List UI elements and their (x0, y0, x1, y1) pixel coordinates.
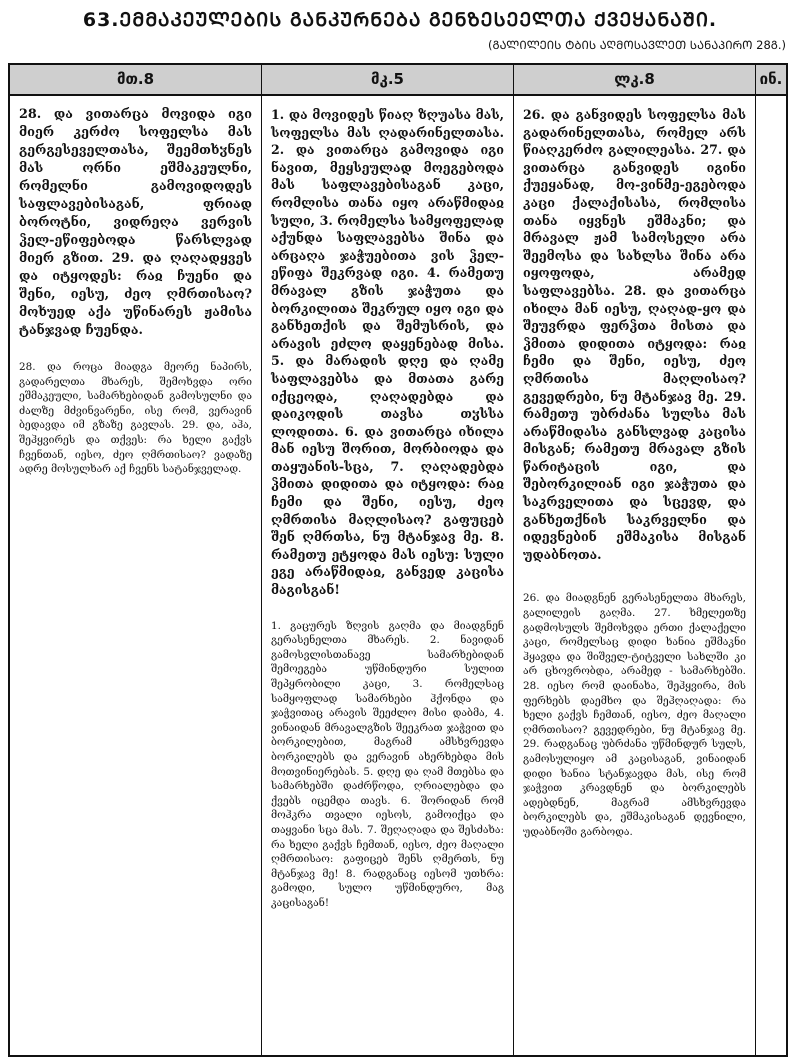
gospel-parallel-table (8, 63, 788, 1057)
old-georgian-text: 26. და განვიდეს სოფელსა მას გადარინელთასა, რომელ არს წიაღკერძო გალილეასა. 27. და ვითარცა განვიდეს იგინი ქუეყანად, მო-ვინმე-ეგებოდა კაცი ქალაქისასა, რომლისა თანა იყვნეს ეშმაკნი; და მრავალ ჟამ სამოსელი არა შეემოსა და სახლსა შინა არა იყოფოდა, არამედ საფლავებსა. 28. და ვითარცა იხილა მან იესუ, ღაღად-ყო და შეუვრდა ფერჴთა მისთა და ჴმითა დიდითა იტყოდა: რაჲ ჩემი და შენი, იესუ, ძეო ღმრთისა მაღლისაო? გევედრები, ნუ მტანჯავ მე. 29. რამეთუ უბრძანა სულსა მას არაწმიდასა განსლვად კაცისა მისგან; რამეთუ მრავალ გზის წარიტაცის იგი, და შებორკილიან იგი ჯაჭუთა და საკრველითა და სცევდ, და განხეთქნის საკრველნი და იდევნებინ ეშმაკისა მისგან უდაბნოთა. (523, 107, 746, 562)
column-body (756, 96, 786, 106)
page-subtitle: (ᲒᲐᲚᲘᲚᲔᲘᲡ ᲢᲑᲘᲡ ᲐᲦᲛᲝᲡᲐᲕᲚᲔᲗ ᲡᲐᲜᲐᲞᲘᲠᲝ 28Გ.) (488, 38, 786, 52)
column-mark (262, 65, 514, 1055)
modern-georgian-text: 26. და მიადგნენ გერასენელთა მხარეს, გალილეის გაღმა. 27. ხმელეთზე გადმოსულს შემოხვდა ერთი ქალაქელი კაცი, რომელსაც დიდი ხანია ეშმაკნი ჰყავდა და შიშველ-ტიტველი სახლში კი არ ცხოვრობდა, არამედ - სამარხებში. 28. იესო რომ დაინახა, შეჰყვირა, მის ფერხებს დაემხო და შეჰღაღადა: რა ხელი გაქვს ჩემთან, იესო, ძეო მაღალი ღმრთისაო? გევედრები, ნუ მტანჯავ მე. 29. რადგანაც უბრძანა უწმინდურ სულს, გამოსულიყო ამ კაცისაგან, ვინაიდან დიდი ხანია სტანჯავდა მას, ისე რომ ჯაჭვით კრავდნენ და ბორკილებს ადებდნენ, მაგრამ ამსხვრევდა ბორკილებს და, ეშმაკისაგან დევნილი, უდაბნოში გარბოდა. (523, 592, 746, 838)
column-header: მკ.5 (262, 65, 513, 96)
modern-georgian-text: 1. გაცურეს ზღვის გაღმა და მიადგნენ გერასენელთა მხარეს. 2. ნავიდან გამოსვლისთანავე სამარხებიდან შემოეგება უწმინდური სულით შეპყრობილი კაცი, 3. რომელსაც სამყოფლად სამარხები ჰქონდა და ჯაჭვითაც არავის შეეძლო მისი დაბმა, 4. ვინაიდან მრავალგზის შეეკრათ ჯაჭვით და ბორკილებით, მაგრამ ამსხვრევდა ბორკილებს და ვერავინ ახერხებდა მის მოთვინიერებას. 5. დღე და ღამ მთებსა და სამარხებში დაძრწოდა, ღრიალებდა და ქვებს იცემდა თავს. 6. შორიდან რომ მოჰკრა თვალი იესოს, გამოიქცა და თაყვანი სცა მას. 7. შეღაღადა და შესძახა: რა ხელი გაქვს ჩემთან, იესო, ძეო მაღალი ღმრთისაო: გაფიცებ შენს ღმერთს, ნუ მტანჯავ მე! 8. რადგანაც იესომ უთხრა: გამოდი, სულო უწმინდურო, მაგ კაცისაგან! (271, 619, 504, 909)
column-body (514, 96, 755, 840)
column-body (10, 96, 261, 477)
column-header: მთ.8 (10, 65, 261, 96)
column-luke (514, 65, 756, 1055)
column-header: ლკ.8 (514, 65, 755, 96)
old-georgian-text: 28. და ვითარცა მოვიდა იგი მიერ კერძო სოფელსა მას გერგესეველთასა, შეემთხჳნეს მას ორნი ეშმაკეულნი, რომელნი გამოვიდოდეს საფლავებისაგან, ფრიად ბოროტნი, ვიდრეღა ვერვის ჴელ-ეწიფებოდა წარსლვად მიერ გზით. 29. და ღაღადყვეს და იტყოდეს: რაჲ ჩუენი და შენი, იესუ, ძეო ღმრთისაო? მოხუედ აქა უწინარეს ჟამისა ტანჯვად ჩუენდა. (19, 107, 252, 338)
page-title: 63.ᲔᲛᲛᲐᲙᲔᲣᲚᲔᲑᲘᲡ ᲒᲐᲜᲙᲣᲠᲜᲔᲑᲐ ᲒᲔᲜᲖᲔᲡᲔᲔᲚᲗᲐ ᲥᲕᲔᲧᲐᲜᲐᲨᲘ. (82, 9, 718, 31)
modern-georgian-text: 28. და როცა მიადგა მეორე ნაპირს, გადარელთა მხარეს, შემოხვდა ორი ეშმაკეული, სამარხებიდან გამოსულნი და ძალზე მძვინვარენი, ისე რომ, ვერავინ ბედავდა იმ გზაზე გავლას. 29. და, აჰა, შეჰყვირეს და თქვეს: რა ხელი გაქვს ჩვენთან, იესო, ძეო ღმრთისაო? ვადაზე ადრე მოსულხარ აქ ჩვენს სატანჯველად. (19, 361, 252, 476)
old-georgian-text: 1. და მოვიდეს წიაღ ზღუასა მას, სოფელსა მას ღადარინელთასა. 2. და ვითარცა გამოვიდა იგი ნავით, მეყსეულად მოეგებოდა მას საფლავებისაგან კაცი, რომლისა თანა იყო არაწმიდაჲ სული, 3. რომელსა სამყოფელად აქუნდა საფლავებსა შინა და არცაღა ჯაჭუებითა ვის ჴელ-ეწიფა შეკრვად იგი. 4. რამეთუ მრავალ გზის ჯაჭუთა და ბორკილითა შეკრულ იყო იგი და განხეთქის და შემუსრის, და არავის ეძლო დაყენებად მისა. 5. და მარადის დღე და ღამე საფლავებსა და მთათა გარე იქცეოდა, ღაღადებდა და დაიკოდის თავსა თჳსსა ლოდითა. 6. და ვითარცა იხილა მან იესუ შორით, მორბიოდა და თაყუანის-სცა, 7. ღაღადებდა ჴმითა დიდითა და იტყოდა: რაჲ ჩემი და შენი, იესუ, ძეო ღმრთისა მაღლისაო? გაფუცებ შენ ღმრთსა, ნუ მტანჯავ მე. 8. რამეთუ ეტყოდა მას იესუ: სული ეგე არაწმიდაჲ, განვედ კაცისა მაგისგან! (271, 107, 504, 598)
column-matthew (10, 65, 262, 1055)
column-header: ინ. (756, 65, 786, 96)
column-john (756, 65, 786, 1055)
column-body (262, 96, 513, 911)
